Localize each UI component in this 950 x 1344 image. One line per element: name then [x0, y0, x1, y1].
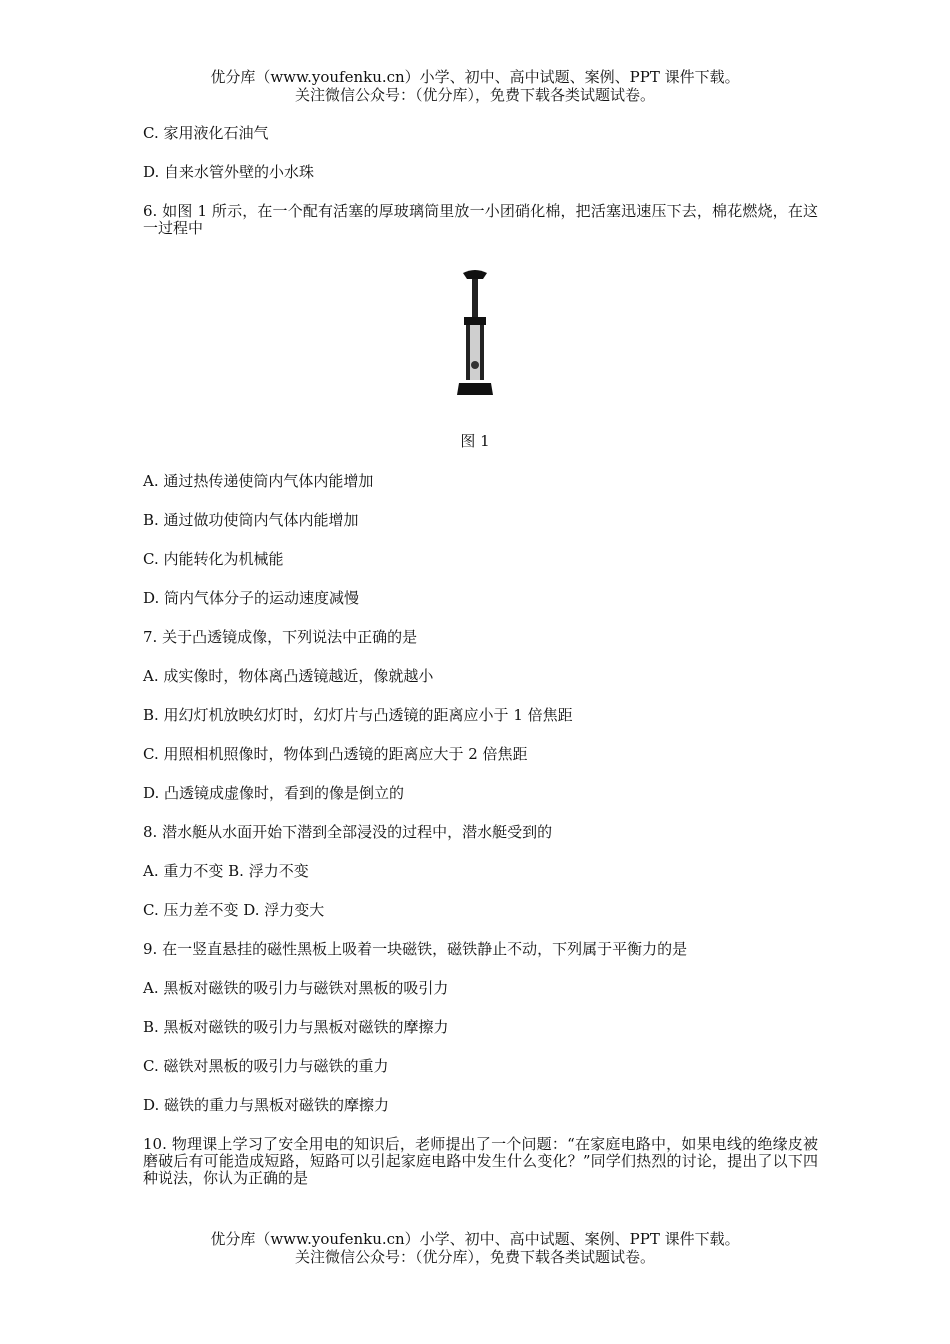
q7-option-d: D. 凸透镜成虚像时，看到的像是倒立的: [143, 784, 405, 802]
q7-stem: 7. 关于凸透镜成像，下列说法中正确的是: [143, 628, 418, 646]
q6-stem: 6. 如图 1 所示，在一个配有活塞的厚玻璃筒里放一小团硝化棉，把活塞迅速压下去，棉花燃烧，在这一过程中: [143, 202, 818, 237]
footer-line-2: 关注微信公众号：（优分库），免费下载各类试题试卷。: [294, 1248, 655, 1266]
q6-option-c: C. 内能转化为机械能: [143, 550, 284, 568]
piston-cylinder-figure: [445, 265, 505, 400]
q9-stem: 9. 在一竖直悬挂的磁性黑板上吸着一块磁铁，磁铁静止不动，下列属于平衡力的是: [143, 940, 688, 958]
q5-option-d: D. 自来水管外壁的小水珠: [143, 163, 315, 181]
q8-options-cd: C. 压力差不变 D. 浮力变大: [143, 901, 325, 919]
q8-options-ab: A. 重力不变 B. 浮力不变: [143, 862, 309, 880]
q9-option-d: D. 磁铁的重力与黑板对磁铁的摩擦力: [143, 1096, 390, 1114]
q7-option-c: C. 用照相机照像时，物体到凸透镜的距离应大于 2 倍焦距: [143, 745, 528, 763]
page-footer: [0, 1230, 950, 1266]
q9-option-b: B. 黑板对磁铁的吸引力与黑板对磁铁的摩擦力: [143, 1018, 449, 1036]
q6-option-a: A. 通过热传递使筒内气体内能增加: [143, 472, 374, 490]
header-line-2: 关注微信公众号：（优分库），免费下载各类试题试卷。: [294, 86, 655, 104]
q5-option-c: C. 家用液化石油气: [143, 124, 269, 142]
q9-option-c: C. 磁铁对黑板的吸引力与磁铁的重力: [143, 1057, 389, 1075]
q8-stem: 8. 潜水艇从水面开始下潜到全部浸没的过程中，潜水艇受到的: [143, 823, 553, 841]
q6-option-d: D. 筒内气体分子的运动速度减慢: [143, 589, 360, 607]
page-header: [0, 68, 950, 104]
q7-option-b: B. 用幻灯机放映幻灯时，幻灯片与凸透镜的距离应小于 1 倍焦距: [143, 706, 573, 724]
footer-line-1: 优分库（www.youfenku.cn）小学、初中、高中试题、案例、PPT 课件下载。: [210, 1230, 740, 1248]
q6-option-b: B. 通过做功使筒内气体内能增加: [143, 511, 359, 529]
header-line-1: 优分库（www.youfenku.cn）小学、初中、高中试题、案例、PPT 课件下载。: [210, 68, 740, 86]
q10-stem: 10. 物理课上学习了安全用电的知识后，老师提出了一个问题：“在家庭电路中，如果电线的绝缘皮被磨破后有可能造成短路，短路可以引起家庭电路中发生什么变化？”同学们热烈的讨论，提出了以下四种说法，你认为正确的是: [143, 1135, 818, 1187]
figure-1-caption: 图 1: [460, 432, 490, 450]
q7-option-a: A. 成实像时，物体离凸透镜越近，像就越小: [143, 667, 434, 685]
q9-option-a: A. 黑板对磁铁的吸引力与磁铁对黑板的吸引力: [143, 979, 449, 997]
